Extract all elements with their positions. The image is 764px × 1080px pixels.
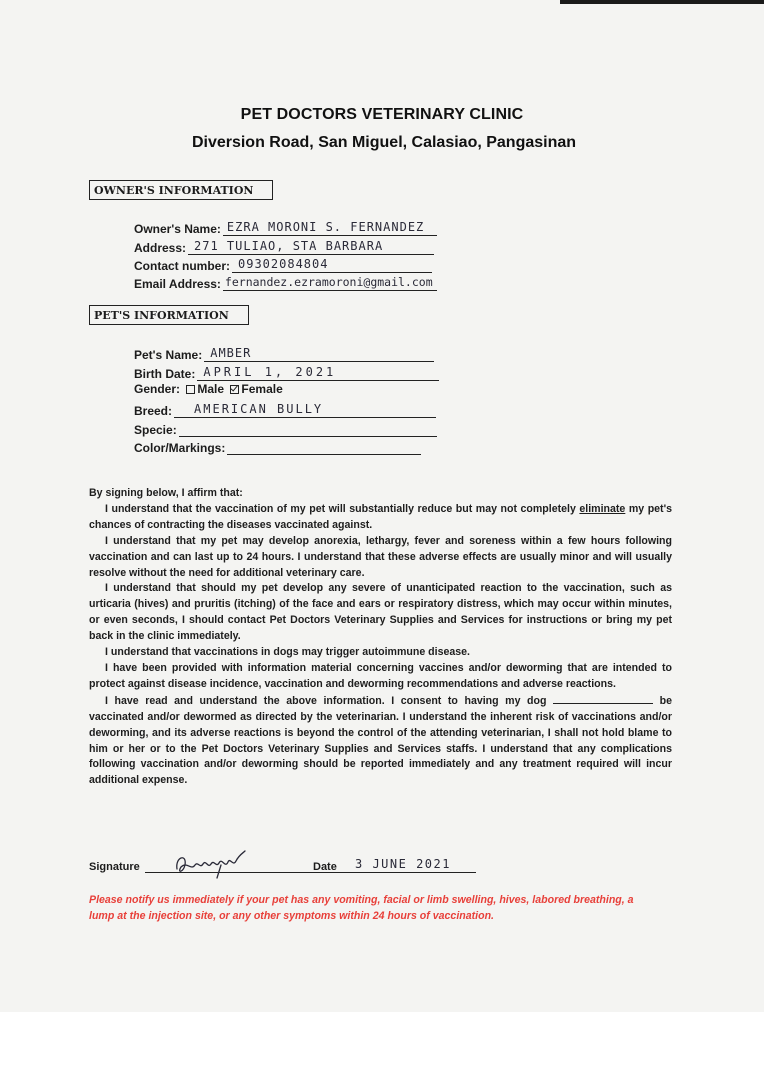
specie-field[interactable] (179, 420, 437, 437)
dog-name-blank[interactable] (553, 693, 653, 704)
consent-heading: By signing below, I affirm that: (89, 487, 243, 499)
signature-row (89, 853, 489, 875)
pet-name-label: Pet's Name: (134, 348, 203, 362)
address-field[interactable] (188, 238, 434, 255)
birth-date-label: Birth Date: (134, 367, 196, 381)
consent-p6-rest: be vaccinated and/or dewormed as directed by the veterinarian. I understand the inherent risk of vaccinations and/or deworming, and its adverse reactions is beyond the control of the attending veterinarian, I shall not hold blame to him or her or to the Pet Doctors Veterinary Supplies and Services staffs. I understand that any complications following vaccination and/or deworming should be reported immediately and any treatment required will incur additional expense. (89, 694, 672, 787)
consent-paragraph-3: I understand that should my pet develop any severe of unanticipated reaction to the vaccination, such as urticaria (hives) and pruritis (itching) of the face and ears or respiratory distress, which may occur within minutes, or even seconds, I should contact Pet Doctors Veterinary Supplies and Services for instructions or bring my pet back in the clinic immediately. (89, 582, 672, 643)
owner-name-row (134, 218, 437, 236)
specie-row (134, 419, 437, 437)
female-checkbox[interactable] (230, 385, 239, 394)
male-checkbox[interactable] (186, 385, 195, 394)
scan-edge (560, 0, 764, 4)
signature-label: Signature (89, 861, 140, 873)
email-label: Email Address: (134, 277, 221, 291)
consent-paragraph-4: I understand that vaccinations in dogs may trigger autoimmune disease. (105, 646, 470, 659)
consent-p1-underlined: eliminate (579, 502, 626, 515)
birth-date-row (134, 363, 439, 381)
consent-paragraph-5: I have been provided with information material concerning vaccines and/or deworming that are intended to protect against disease incidence, vaccination and deworming recommendations and adverse reactions. (89, 661, 672, 690)
birth-date-field[interactable] (197, 364, 439, 381)
contact-row (134, 255, 432, 273)
handwritten-signature (173, 849, 253, 879)
owner-name-field[interactable] (223, 219, 437, 236)
birth-date-value: APRIL 1, 2021 (203, 365, 337, 379)
date-field[interactable] (342, 872, 476, 873)
address-row (134, 237, 434, 255)
pet-name-field[interactable] (204, 345, 434, 362)
pet-name-value: AMBER (210, 346, 252, 360)
clinic-name: PET DOCTORS VETERINARY CLINIC (240, 106, 524, 123)
consent-p1-rest: my pet's chances of contracting the diseases vaccinated against. (89, 502, 672, 531)
gender-row (134, 382, 283, 396)
pet-name-row (134, 344, 434, 362)
consent-paragraph-2: I understand that my pet may develop anorexia, lethargy, fever and soreness within a few hours following vaccination and can last up to 24 hours. I understand that these adverse effects are usually minor and will usually resolve without the need for additional veterinary care. (89, 534, 672, 579)
date-label: Date (313, 861, 337, 873)
breed-label: Breed: (134, 404, 173, 418)
specie-label: Specie: (134, 423, 177, 437)
contact-value: 09302084804 (238, 257, 329, 271)
breed-row (134, 400, 436, 418)
consent-section (89, 486, 672, 789)
address-value: 271 TULIAO, STA BARBARA (194, 239, 384, 253)
color-field[interactable] (227, 438, 421, 455)
male-label: Male (197, 382, 225, 396)
contact-field[interactable] (232, 256, 432, 273)
pet-section-title: PET'S INFORMATION (89, 305, 249, 325)
gender-label: Gender: (134, 382, 181, 396)
email-row (134, 273, 437, 291)
address-label: Address: (134, 241, 187, 255)
consent-paragraph-6 (89, 693, 672, 789)
contact-label: Contact number: (134, 259, 230, 273)
owner-section-title: OWNER'S INFORMATION (89, 180, 273, 200)
color-row (134, 437, 421, 455)
color-label: Color/Markings: (134, 441, 226, 455)
clinic-address: Diversion Road, San Miguel, Calasiao, Pangasinan (191, 134, 577, 151)
email-value: fernandez.ezramoroni@gmail.com (224, 275, 433, 289)
breed-value: AMERICAN BULLY (194, 402, 324, 416)
consent-p6-text: I have read and understand the above information. I consent to having my dog (105, 694, 547, 707)
consent-p1-text: I understand that the vaccination of my pet will substantially reduce but may not completely (105, 502, 576, 515)
breed-field[interactable] (174, 401, 436, 418)
date-value: 3 JUNE 2021 (355, 857, 451, 871)
owner-name-label: Owner's Name: (134, 222, 221, 236)
consent-paragraph-1 (89, 502, 672, 534)
email-field[interactable] (223, 274, 437, 291)
female-label: Female (241, 382, 283, 396)
post-vaccination-notice: Please notify us immediately if your pet has any vomiting, facial or limb swelling, hives, labored breathing, a lump at the injection site, or any other symptoms within 24 hours of vaccination. (89, 894, 634, 922)
owner-name-value: EZRA MORONI S. FERNANDEZ (226, 220, 425, 234)
